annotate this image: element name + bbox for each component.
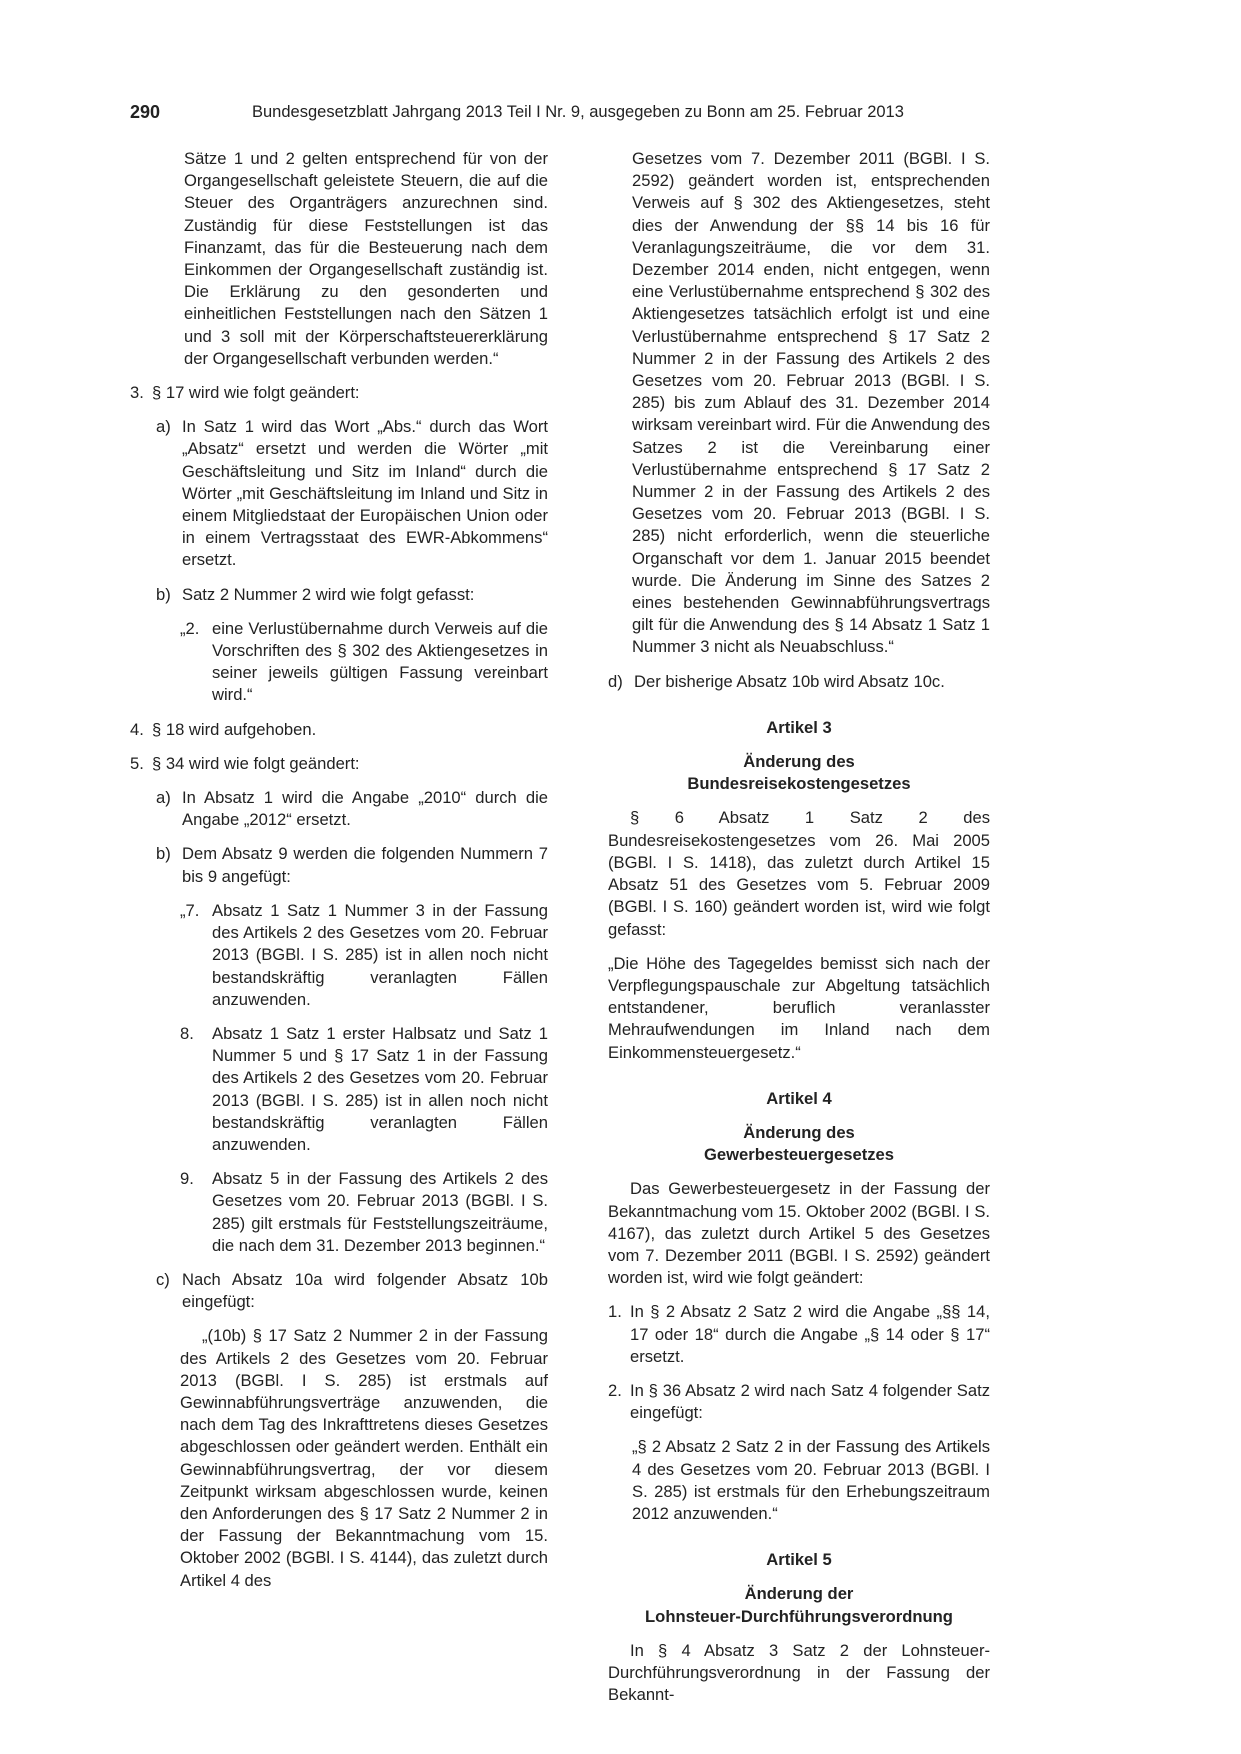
left-column	[130, 148, 548, 1592]
item-text: In § 2 Absatz 2 Satz 2 wird die Angabe „§§ 14, 17 oder 18“ durch die Angabe „§ 14 oder § 17“ ersetzt.	[630, 1302, 990, 1366]
item-text: Nach Absatz 10a wird folgender Absatz 10b eingefügt:	[182, 1269, 548, 1312]
item-letter: a)	[156, 788, 171, 808]
list-item-5	[130, 753, 548, 775]
subheading-line: Änderung der	[744, 1584, 854, 1604]
article-4	[608, 1088, 990, 1525]
item-text: Absatz 1 Satz 1 Nummer 3 in der Fassung des Artikels 2 des Gesetzes vom 20. Februar 2013 (BGBl. I S. 285) ist in allen noch nicht bestandskräftig veranlagten Fällen anzuwenden.	[212, 900, 548, 1009]
item-number: „2.	[180, 618, 200, 638]
article-heading: Artikel 3	[766, 717, 832, 737]
subheading-line: Gewerbesteuergesetzes	[703, 1145, 894, 1165]
item-text: Absatz 1 Satz 1 erster Halbsatz und Satz 1 Nummer 5 und § 17 Satz 1 in der Fassung des Artikels 2 des Gesetzes vom 20. Februar 2013 (BGBl. I S. 285) ist in allen noch nicht bestandskräftig veranlagten Fällen anzuwenden.	[212, 1023, 548, 1154]
item-number: 4.	[130, 719, 144, 739]
item-text: Der bisherige Absatz 10b wird Absatz 10c.	[634, 671, 945, 691]
item-number: 2.	[608, 1380, 622, 1400]
item-number: 1.	[608, 1302, 622, 1322]
list-item-a4-2	[608, 1380, 990, 1424]
quoted-paragraph: „§ 2 Absatz 2 Satz 2 in der Fassung des Artikels 4 des Gesetzes vom 20. Februar 2013 (BGBl. I S. 285) ist erstmals für den Erhebungszeitraum 2012 anzuwenden.“	[632, 1437, 990, 1523]
continued-paragraph: Gesetzes vom 7. Dezember 2011 (BGBl. I S. 2592) geändert worden ist, entsprechenden Verweis auf § 302 des Aktiengesetzes, steht dies der Anwendung der §§ 14 bis 16 für Veranlagungszeiträume, die vor dem 31. Dezember 2014 enden, nicht entgegen, wenn eine Verlustübernahme entsprechend § 302 des Aktiengesetzes tatsächlich erfolgt ist und eine Verlustübernahme entsprechend § 17 Satz 2 Nummer 2 in der Fassung des Artikels 2 des Gesetzes vom 20. Februar 2013 (BGBl. I S. 285) bis zum Ablauf des 31. Dezember 2014 wirksam vereinbart wird. Für die Anwendung des Satzes 2 ist die Vereinbarung einer Verlustübernahme entsprechend § 17 Satz 2 Nummer 2 in der Fassung des Artikels 2 des Gesetzes vom 20. Februar 2013 (BGBl. I S. 285) nicht erforderlich, wenn die steuerliche Organschaft vor dem 1. Januar 2015 beendet wurde. Die Änderung im Sinne des Satzes 2 eines bestehenden Gewinnabführungsvertrags gilt für die Anwendung des § 14 Absatz 1 Satz 1 Nummer 3 nicht als Neuabschluss.“	[632, 149, 990, 657]
item-number: 8.	[180, 1023, 194, 1043]
article-heading: Artikel 5	[766, 1550, 832, 1570]
article-subheading	[608, 1583, 990, 1627]
article-subheading	[608, 751, 990, 795]
quoted-item-9	[180, 1168, 548, 1257]
list-item-3	[130, 382, 548, 404]
list-item-5b	[156, 843, 548, 887]
subheading-line: Bundesreisekostengesetzes	[687, 774, 911, 794]
item-text: In Satz 1 wird das Wort „Abs.“ durch das Wort „Absatz“ ersetzt und werden die Wörter „mit Geschäftsleitung und Sitz im Inland“ durch die Wörter „mit Geschäftsleitung im Inland und Sitz in einem Mitgliedstaat der Europäischen Union oder in einem Vertragsstaat des EWR-Abkommens“ ersetzt.	[182, 417, 548, 570]
item-text: Absatz 5 in der Fassung des Artikels 2 des Gesetzes vom 20. Februar 2013 (BGBl. I S. 285) gilt erstmals für Feststellungszeiträume, die nach dem 31. Dezember 2013 beginnen.“	[212, 1169, 548, 1255]
list-item-a4-1	[608, 1301, 990, 1368]
header-title: Bundesgesetzblatt Jahrgang 2013 Teil I Nr. 9, ausgegeben zu Bonn am 25. Februar 2013	[252, 103, 904, 121]
intro-paragraph: Sätze 1 und 2 gelten entsprechend für von der Organgesellschaft geleistete Steuern, die auf die Steuer des Organträgers anzurechnen sind. Zuständig für diese Feststellungen ist das Finanzamt, das für die Besteuerung nach dem Einkommen der Organgesellschaft zuständig ist. Die Erklärung zu den gesonderten und einheitlichen Feststellungen nach den Sätzen 1 und 3 soll mit der Körperschaftsteuererklärung der Organgesellschaft verbunden werden.“	[184, 149, 548, 368]
quoted-paragraph-10b: „(10b) § 17 Satz 2 Nummer 2 in der Fassung des Artikels 2 des Gesetzes vom 20. Februar 2013 (BGBl. I S. 285) ist erstmals auf Gewinnabführungsverträge anzuwenden, die nach dem Tag des Inkrafttretens dieses Gesetzes abgeschlossen oder geändert werden. Enthält ein Gewinnabführungsvertrag, der vor diesem Zeitpunkt wirksam abgeschlossen wurde, keinen den Anforderungen des § 17 Satz 2 Nummer 2 in der Fassung der Bekanntmachung vom 15. Oktober 2002 (BGBl. I S. 4144), das zuletzt durch Artikel 4 des	[180, 1326, 548, 1590]
item-letter: b)	[156, 584, 171, 604]
item-text: § 18 wird aufgehoben.	[152, 719, 317, 739]
article-5	[608, 1549, 990, 1706]
article-3	[608, 717, 990, 1064]
item-text: In Absatz 1 wird die Angabe „2010“ durch die Angabe „2012“ ersetzt.	[182, 788, 548, 830]
quoted-item-8	[180, 1023, 548, 1156]
item-number: 3.	[130, 383, 144, 403]
item-letter: a)	[156, 417, 171, 437]
right-column	[608, 148, 990, 1706]
article-paragraph: In § 4 Absatz 3 Satz 2 der Lohnsteuer-Durchführungsverordnung in der Fassung der Bekannt-	[608, 1640, 990, 1705]
subheading-line: Lohnsteuer-Durchführungsverordnung	[645, 1606, 953, 1626]
item-text: Satz 2 Nummer 2 wird wie folgt gefasst:	[182, 584, 475, 604]
item-letter: c)	[156, 1269, 170, 1289]
item-text: Dem Absatz 9 werden die folgenden Nummern 7 bis 9 angefügt:	[182, 844, 548, 886]
item-letter: d)	[608, 671, 623, 691]
list-item-5c	[156, 1269, 548, 1313]
article-paragraph: § 6 Absatz 1 Satz 2 des Bundesreisekostengesetzes vom 26. Mai 2005 (BGBl. I S. 1418), das zuletzt durch Artikel 15 Absatz 51 des Gesetzes vom 5. Februar 2009 (BGBl. I S. 160) geändert worden ist, wird wie folgt gefasst:	[608, 808, 990, 939]
article-paragraph: „Die Höhe des Tagegeldes bemisst sich nach der Verpflegungspauschale zur Abgeltung tatsächlich entstandener, beruflich veranlasster Mehraufwendungen im Inland nach dem Einkommensteuergesetz.“	[608, 953, 990, 1062]
list-item-3a	[156, 416, 548, 571]
item-number: 9.	[180, 1169, 194, 1189]
item-number: „7.	[180, 900, 200, 920]
list-item-5d	[608, 671, 990, 693]
item-text: § 34 wird wie folgt geändert:	[152, 753, 360, 773]
quoted-item-2	[180, 618, 548, 707]
article-heading: Artikel 4	[766, 1088, 832, 1108]
page-number: 290	[130, 102, 161, 122]
item-text: In § 36 Absatz 2 wird nach Satz 4 folgender Satz eingefügt:	[630, 1380, 990, 1423]
subheading-line: Änderung des	[743, 1122, 855, 1142]
list-item-3b	[156, 584, 548, 606]
article-paragraph: Das Gewerbesteuergesetz in der Fassung der Bekanntmachung vom 15. Oktober 2002 (BGBl. I S. 4167), das zuletzt durch Artikel 5 des Gesetzes vom 7. Dezember 2011 (BGBl. I S. 2592) geändert worden ist, wird wie folgt geändert:	[608, 1179, 990, 1288]
item-number: 5.	[130, 753, 144, 773]
article-subheading	[608, 1122, 990, 1166]
item-text: § 17 wird wie folgt geändert:	[152, 383, 360, 403]
item-text: eine Verlustübernahme durch Verweis auf die Vorschriften des § 302 des Aktiengesetzes in seiner jeweils gültigen Fassung vereinbart wird.“	[212, 618, 548, 705]
subheading-line: Änderung des	[743, 752, 855, 772]
quoted-item-7	[180, 900, 548, 1011]
list-item-5a	[156, 787, 548, 831]
item-letter: b)	[156, 844, 171, 864]
list-item-4	[130, 719, 548, 741]
